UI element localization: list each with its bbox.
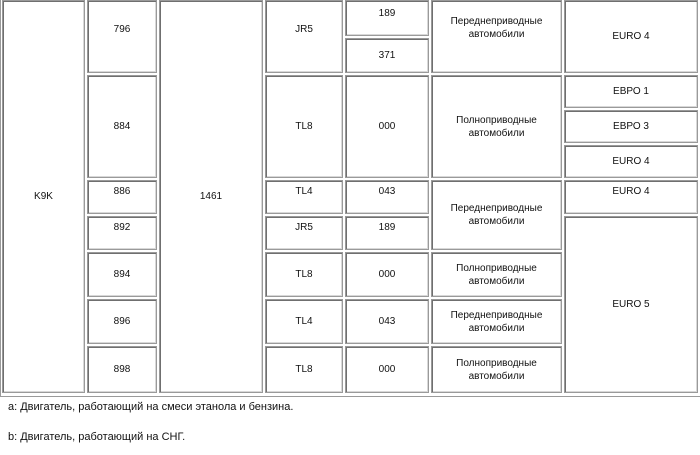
emission-norm-cell: ЕВРО 1 [564,75,698,108]
gearbox-cell: JR5 [265,0,343,73]
code-cell: 000 [345,75,429,178]
gearbox-cell: TL4 [265,299,343,344]
engine-index-cell: 894 [87,252,157,297]
footnote-b: b: Двигатель, работающий на СНГ. [8,431,186,443]
engine-index-cell: 796 [87,0,157,73]
emission-norm-cell: ЕВРО 3 [564,110,698,143]
drive-type-cell: Переднеприводные автомобили [431,180,562,250]
code-cell: 371 [345,38,429,73]
footnote-a: a: Двигатель, работающий на смеси этанола и бензина. [8,401,294,413]
drive-type-cell: Полноприводные автомобили [431,75,562,178]
drive-type-cell: Переднеприводные автомобили [431,299,562,344]
engine-index-cell: 896 [87,299,157,344]
gearbox-cell: TL8 [265,252,343,297]
engine-type-cell: K9K [2,0,85,393]
drive-type-cell: Полноприводные автомобили [431,252,562,297]
engine-index-cell: 898 [87,346,157,393]
code-cell: 189 [345,0,429,36]
code-cell: 000 [345,252,429,297]
code-cell: 189 [345,216,429,250]
engine-index-cell: 884 [87,75,157,178]
code-cell: 000 [345,346,429,393]
power-cell: 1461 [159,0,263,393]
emission-norm-cell: EURO 5 [564,216,698,393]
code-cell: 043 [345,180,429,214]
gearbox-cell: TL8 [265,75,343,178]
gearbox-cell: JR5 [265,216,343,250]
emission-norm-cell: EURO 4 [564,145,698,178]
drive-type-cell: Переднеприводные автомобили [431,0,562,73]
emission-norm-cell: EURO 4 [564,0,698,73]
gearbox-cell: TL8 [265,346,343,393]
drive-type-cell: Полноприводные автомобили [431,346,562,393]
emission-norm-cell: EURO 4 [564,180,698,214]
engine-index-cell: 892 [87,216,157,250]
engine-index-cell: 886 [87,180,157,214]
gearbox-cell: TL4 [265,180,343,214]
code-cell: 043 [345,299,429,344]
